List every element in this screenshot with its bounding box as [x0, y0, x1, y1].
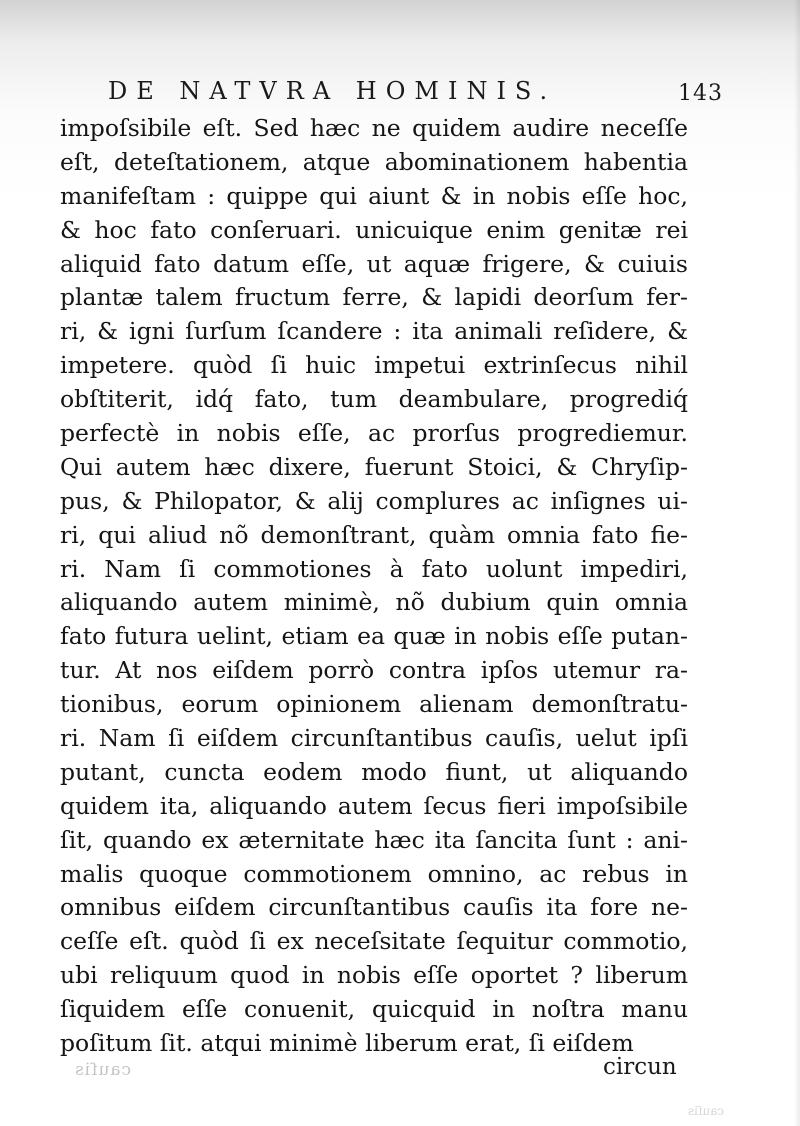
- text-line: tur. At nos eiſdem porrò contra ipſos utemur ra-: [60, 656, 688, 685]
- text-line: Qui autem hæc dixere, fuerunt Stoici, & Chryſip-: [60, 452, 688, 481]
- text-line: ubi reliquum quod in nobis eſſe oportet ? liberum: [60, 961, 688, 990]
- text-line: ſiquidem eſſe conuenit, quicquid in noſtra manu: [60, 995, 688, 1024]
- catchword: circun: [603, 1054, 677, 1080]
- text-line: quidem ita, aliquando autem ſecus fieri impoſsibile: [60, 791, 688, 820]
- text-line: ceſſe eſt. quòd ſi ex neceſsitate ſequitur commotio,: [60, 927, 688, 956]
- text-line: putant, cuncta eodem modo fiunt, ut aliquando: [60, 757, 688, 786]
- show-through-text-small: cauſis: [688, 1104, 725, 1118]
- text-line: omnibus eiſdem circunſtantibus cauſis ita fore ne-: [60, 893, 688, 922]
- page-edge-shadow: [794, 0, 800, 1126]
- text-line: tionibus, eorum opinionem alienam demonſtratu-: [60, 690, 688, 719]
- running-head: DE NATVRA HOMINIS.: [108, 77, 557, 105]
- text-line: ri, & igni ſurſum ſcandere : ita animali reſidere, &: [60, 317, 688, 346]
- text-line: aliquid fato datum eſſe, ut aquæ frigere, & cuiuis: [60, 249, 688, 278]
- text-line: ri. Nam ſi eiſdem circunſtantibus cauſis, uelut ipſi: [60, 724, 688, 753]
- page-number: 143: [678, 81, 723, 106]
- text-line: impetere. quòd ſi huic impetui extrinſecus nihil: [60, 351, 688, 380]
- text-line: fato futura uelint, etiam ea quæ in nobis eſſe putan-: [60, 622, 688, 651]
- body-text: [60, 112, 688, 1061]
- text-line: ſit, quando ex æternitate hæc ita ſancita ſunt : ani-: [60, 825, 688, 854]
- text-line: malis quoque commotionem omnino, ac rebus in: [60, 859, 688, 888]
- text-line: manifeſtam : quippe qui aiunt & in nobis eſſe hoc,: [60, 181, 688, 210]
- text-line: impoſsibile eſt. Sed hæc ne quidem audire neceſſe: [60, 114, 688, 142]
- text-line: ri. Nam ſi commotiones à fato uolunt impediri,: [60, 554, 688, 583]
- text-line: pus, & Philopator, & alij complures ac inſignes ui-: [60, 486, 688, 515]
- text-line: obſtiterit, idq́ fato, tum deambulare, progrediq́: [60, 385, 688, 414]
- text-line: ri, qui aliud nõ demonſtrant, quàm omnia fato fie-: [60, 520, 688, 549]
- text-line: eſt, deteſtationem, atque abominationem habentia: [60, 147, 688, 176]
- text-line: aliquando autem minimè, nõ dubium quin omnia: [60, 588, 688, 617]
- text-line: & hoc fato conſeruari. unicuique enim genitæ rei: [60, 215, 688, 244]
- text-line: poſitum ſit. atqui minimè liberum erat, ſi eiſdem: [60, 1029, 634, 1058]
- text-line: plantæ talem fructum ferre, & lapidi deorſum fer-: [60, 283, 688, 312]
- show-through-text: cauſis: [74, 1060, 132, 1080]
- text-line: perfectè in nobis eſſe, ac prorſus progrediemur.: [60, 419, 688, 448]
